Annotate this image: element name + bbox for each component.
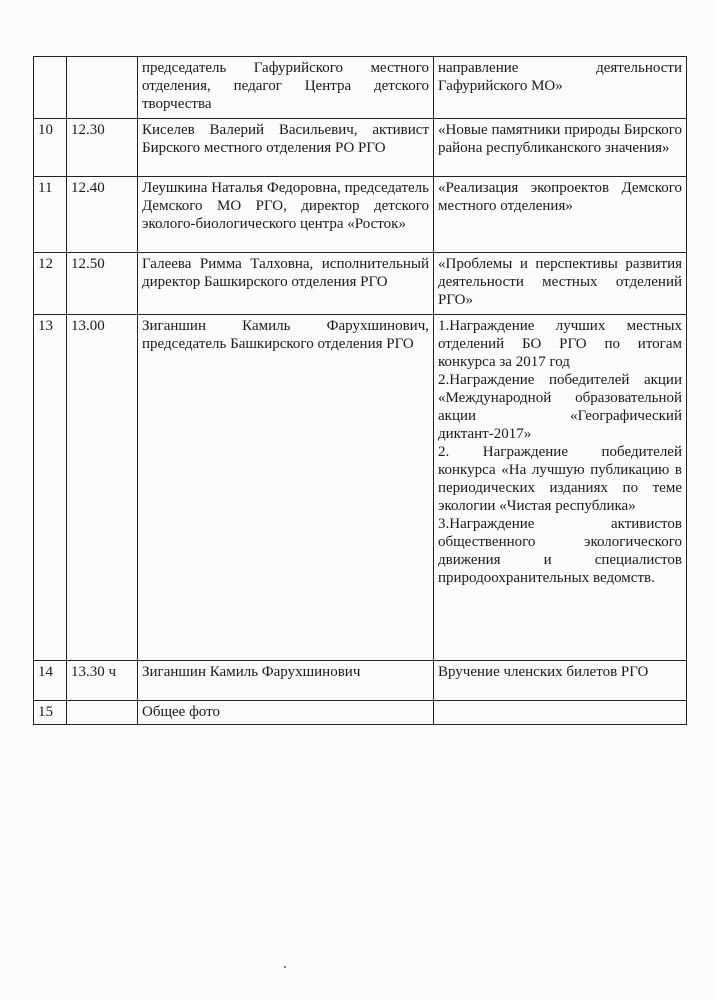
- row-topic-cell: «Новые памятники природы Бирского района республиканского значения»: [434, 119, 687, 177]
- row-topic-cell: [434, 701, 687, 725]
- row-speaker-cell: Киселев Валерий Васильевич, активист Бирского местного отделения РО РГО: [138, 119, 434, 177]
- row-topic-cell: направление деятельности Гафурийского МО»: [434, 57, 687, 119]
- award-item: 1.Награждение лучших местных отделений БО РГО по итогам конкурса за 2017 год: [438, 318, 682, 370]
- row-number-cell: [34, 57, 67, 119]
- table-row: [34, 57, 687, 119]
- row-number-cell: 12: [34, 253, 67, 315]
- row-number-cell: 13: [34, 315, 67, 661]
- row-speaker-cell: Общее фото: [138, 701, 434, 725]
- table-row: [34, 661, 687, 701]
- row-time-cell: 12.40: [67, 177, 138, 253]
- row-number-cell: 10: [34, 119, 67, 177]
- row-time-cell: [67, 701, 138, 725]
- row-speaker-cell: Зиганшин Камиль Фарухшинович, председатель Башкирского отделения РГО: [138, 315, 434, 661]
- award-item: 2. Награждение победителей конкурса «На лучшую публикацию в периодических изданиях по теме экологии «Чистая республика»: [438, 444, 682, 514]
- program-table: [33, 56, 687, 725]
- row-time-cell: 13.30 ч: [67, 661, 138, 701]
- award-item: 2.Награждение победителей акции «Международной образовательной акции «Географический диктант-2017»: [438, 372, 682, 442]
- row-speaker-cell: председатель Гафурийского местного отделения, педагог Центра детского творчества: [138, 57, 434, 119]
- table-row: [34, 253, 687, 315]
- row-speaker-cell: Зиганшин Камиль Фарухшинович: [138, 661, 434, 701]
- table-row: [34, 701, 687, 725]
- row-topic-cell: «Реализация экопроектов Демского местного отделения»: [434, 177, 687, 253]
- scan-speck: [284, 966, 286, 968]
- table-row: [34, 315, 687, 661]
- row-time-cell: [67, 57, 138, 119]
- table-row: [34, 119, 687, 177]
- award-item: 3.Награждение активистов общественного экологического движения и специалистов природоохранительных ведомств.: [438, 516, 682, 586]
- row-time-cell: 12.50: [67, 253, 138, 315]
- row-speaker-cell: Галеева Римма Талховна, исполнительный директор Башкирского отделения РГО: [138, 253, 434, 315]
- table-row: [34, 177, 687, 253]
- row-number-cell: 14: [34, 661, 67, 701]
- row-time-cell: 12.30: [67, 119, 138, 177]
- row-topic-cell: «Проблемы и перспективы развития деятельности местных отделений РГО»: [434, 253, 687, 315]
- row-number-cell: 11: [34, 177, 67, 253]
- row-number-cell: 15: [34, 701, 67, 725]
- row-speaker-cell: Леушкина Наталья Федоровна, председатель Демского МО РГО, директор детского эколого-биологического центра «Росток»: [138, 177, 434, 253]
- row-time-cell: 13.00: [67, 315, 138, 661]
- row-topic-cell: [434, 315, 687, 661]
- row-topic-cell: Вручение членских билетов РГО: [434, 661, 687, 701]
